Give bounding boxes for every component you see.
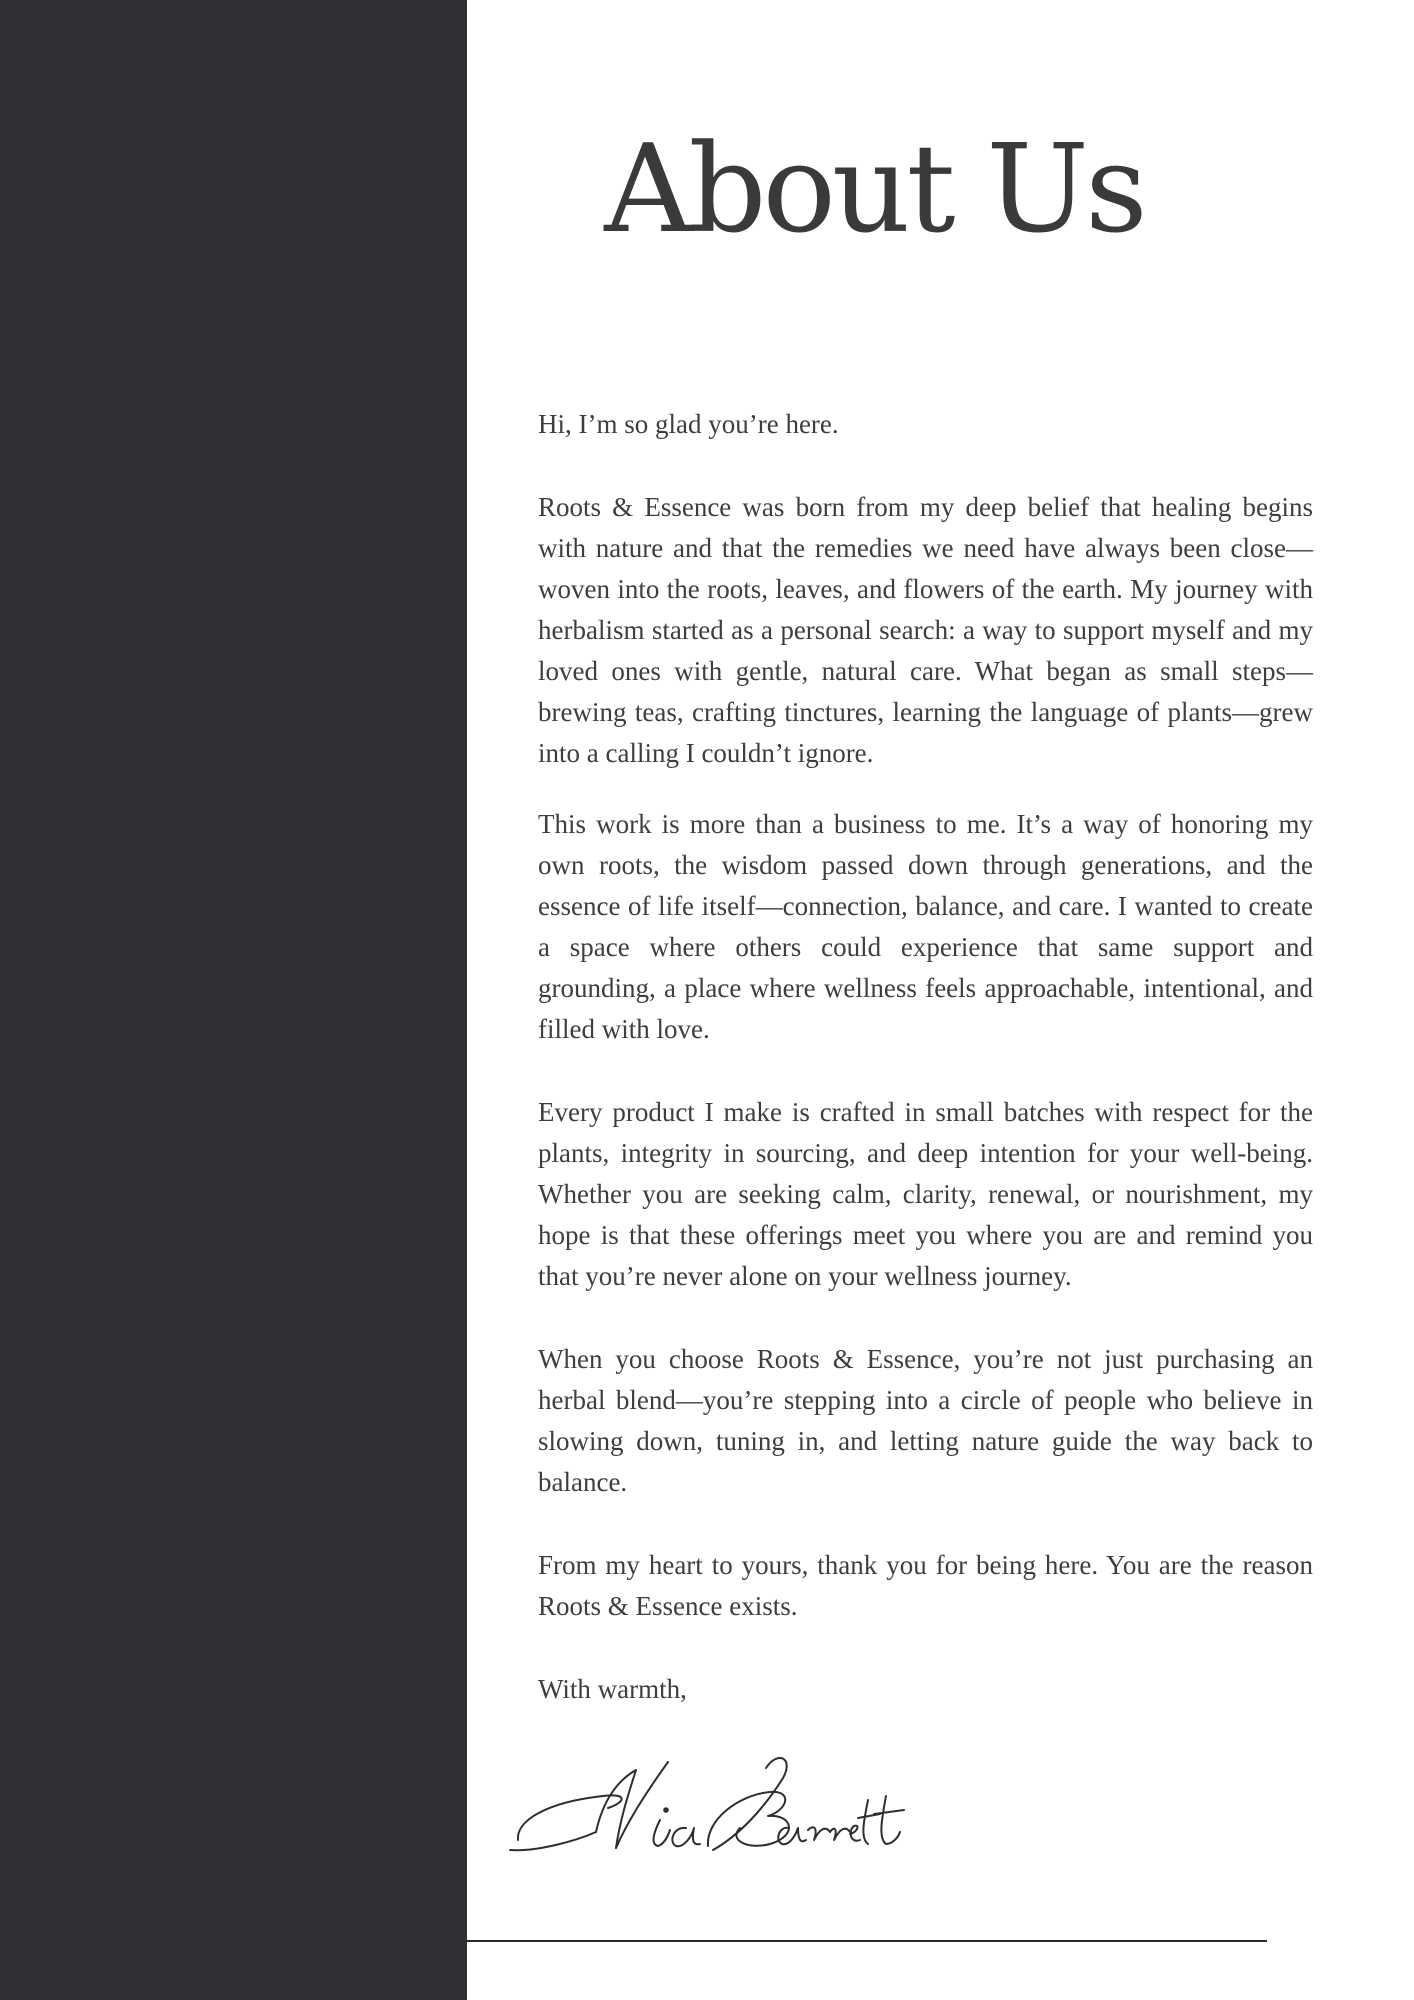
letter-paragraph: When you choose Roots & Essence, you’re not just purchasing an herbal blend—you’re stepping into a circle of people who believe in slowing down, tuning in, and letting nature guide the way back to balance. [538,1344,1313,1497]
letter-closing: With warmth, [538,1674,687,1704]
letter-body [538,404,1313,1710]
letter-paragraph: This work is more than a business to me. It’s a way of honoring my own roots, the wisdom passed down through generations, and the essence of life itself—connection, balance, and care. I wanted to create a space where others could experience that same support and grounding, a place where wellness feels approachable, intentional, and filled with love. [538,809,1313,1044]
page-title: About Us [604,118,1144,260]
letter-paragraph: From my heart to yours, thank you for being here. You are the reason Roots & Essence exists. [538,1550,1313,1621]
letter-paragraph: Every product I make is crafted in small batches with respect for the plants, integrity in sourcing, and deep intention for your well-being. Whether you are seeking calm, clarity, renewal, or nourishment, my hope is that these offerings meet you where you are and remind you that you’re never alone on your wellness journey. [538,1097,1313,1291]
bottom-divider [467,1940,1267,1942]
dark-sidebar-panel [0,0,467,2000]
handwritten-signature [508,1740,928,1870]
letter-paragraph: Roots & Essence was born from my deep belief that healing begins with nature and that the remedies we need have always been close—woven into the roots, leaves, and flowers of the earth. My journey with herbalism started as a personal search: a way to support myself and my loved ones with gentle, natural care. What began as small steps—brewing teas, crafting tinctures, learning the language of plants—grew into a calling I couldn’t ignore. [538,492,1313,768]
letter-greeting: Hi, I’m so glad you’re here. [538,409,839,439]
